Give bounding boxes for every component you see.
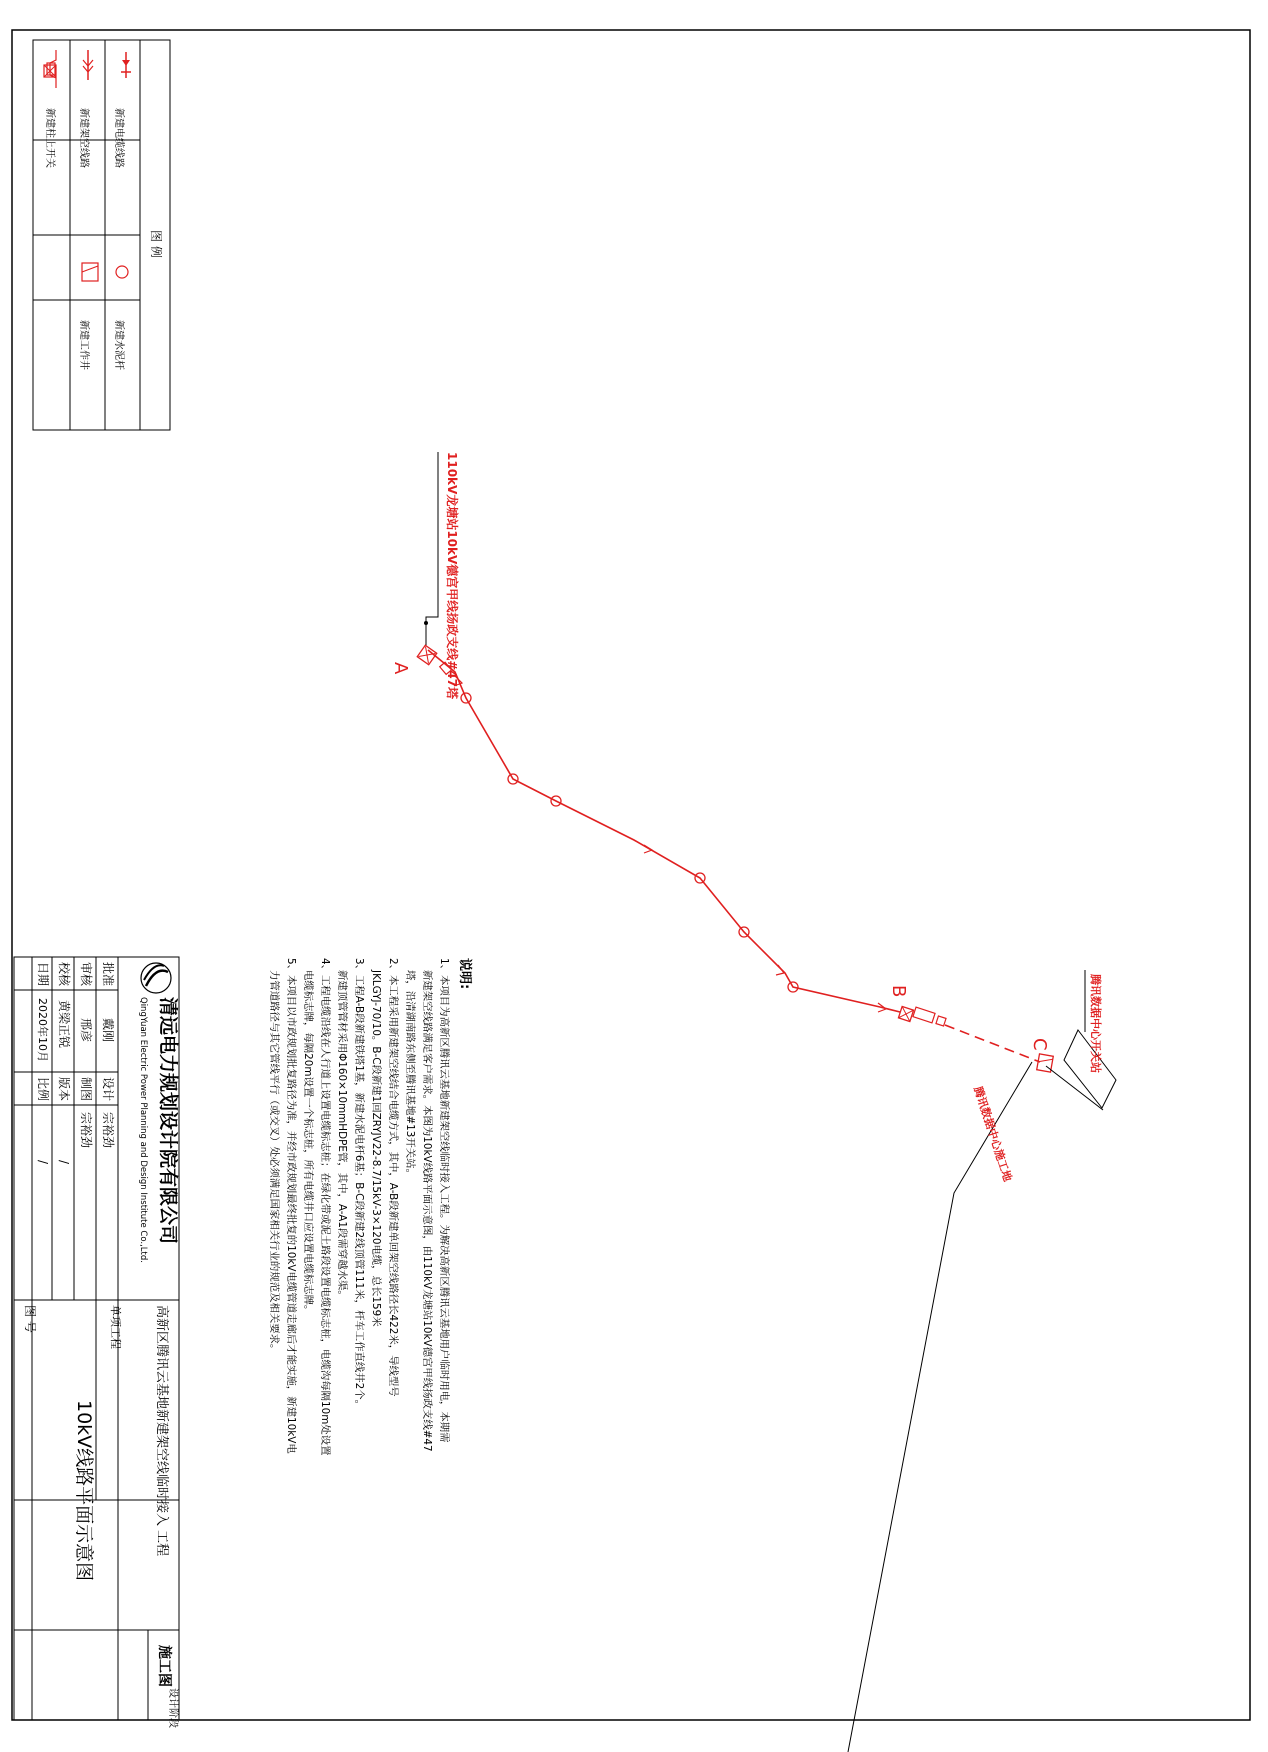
route-overhead-line xyxy=(428,650,900,1012)
site-label: 腾讯数据中心施工地 xyxy=(971,1084,1015,1184)
source-label: 110kV龙塘站10kV德宫甲线扬政支线#47塔 xyxy=(445,452,459,700)
row-date-name2: / xyxy=(36,1160,50,1165)
note-line-5: JKLGYJ-70/10。B-C段新建1回ZRYJV22-8.7/15kV-3×120电缆，总长159米 xyxy=(370,970,382,1327)
legend-table xyxy=(33,40,170,430)
title-block xyxy=(14,957,180,1728)
company-name-en: QingYuan Electric Power Planning and Design Institute Co.,Ltd. xyxy=(138,997,148,1263)
row-approve-role2: 设计 xyxy=(101,1077,115,1102)
row-review-role2: 制图 xyxy=(79,1077,93,1102)
row-check-name2: / xyxy=(57,1160,71,1165)
stage-label: 施工图 xyxy=(156,1645,172,1687)
row-approve-name2: 宗裕劲 xyxy=(101,1112,115,1149)
note-line-4: 2、本工程采用新建架空线结合电缆方式，其中，A-B段新建单回架空线路径长422米，导线型号 xyxy=(387,958,399,1397)
concrete-pole-icon xyxy=(116,266,128,278)
row-approve-role: 批准 xyxy=(101,962,115,987)
company-name-cn: 清远电力规划设计院有限公司 xyxy=(157,997,179,1245)
row-check-role: 校核 xyxy=(57,962,71,987)
row-approve-name: 戴刚 xyxy=(101,1018,115,1043)
legend-title: 图 例 xyxy=(149,230,163,258)
overhead-line-icon xyxy=(83,50,93,80)
cable-line-icon xyxy=(121,52,131,78)
drawing-no-label: 图 号 xyxy=(23,1305,37,1333)
legend-label-overhead: 新建架空线路 xyxy=(78,108,89,168)
note-line-9: 电缆标志牌，每隔20m设置一个标志桩，所有电缆井口应设置电缆标志牌。 xyxy=(302,970,314,1316)
legend-label-cable: 新建电缆线路 xyxy=(113,108,124,168)
design-stage-label: 设计阶段 xyxy=(167,1688,178,1728)
row-check-role2: 版本 xyxy=(57,1077,71,1102)
notes-block xyxy=(268,958,473,1456)
note-line-11: 力管道路径与其它管线平行（或交叉）处必须满足国家相关行业的规范及相关要求。 xyxy=(268,970,280,1355)
row-review-name: 邢彦 xyxy=(79,1018,93,1043)
source-leader xyxy=(424,452,438,646)
row-review-role: 审核 xyxy=(79,962,93,987)
project-name: 高新区腾讯云基地新建架空线临时接入 工程 xyxy=(154,1305,169,1557)
notes-heading: 说明: xyxy=(457,958,472,990)
legend-label-switch: 新建柱上开关 xyxy=(44,108,55,168)
sub-project: 单项工程 xyxy=(109,1305,122,1349)
company-logo xyxy=(141,963,171,993)
note-line-3: 塔，沿清湖南路东侧至腾讯基地#13开关站。 xyxy=(404,970,416,1179)
point-a-label: A xyxy=(390,662,411,675)
note-line-1: 1、本项目为高新区腾讯云基地新建架空线临时接入工程。为解决高新区腾讯云基地用户临时用电，本期需 xyxy=(438,958,450,1443)
note-line-10: 5、本项目以市政规划批复路径为准，并经市政规划最终批复的10kV电缆管道走廊后才能实施，新建10kV电 xyxy=(285,958,297,1454)
legend-label-well: 新建工作井 xyxy=(78,320,89,370)
point-c-label: C xyxy=(1029,1038,1050,1051)
site-boundary xyxy=(848,1062,1103,1752)
switch-station-label: 腾讯数据中心开关站 xyxy=(1089,974,1102,1073)
legend-label-pole: 新建水泥杆 xyxy=(113,320,124,370)
sheet-border xyxy=(12,30,1250,1720)
row-date-role2: 比例 xyxy=(36,1077,50,1102)
note-line-8: 4、工程电缆沿线在人行道上设置电缆标志桩；在绿化带或泥土路段设置电缆标志桩，电缆沟每隔10m处设置 xyxy=(319,958,331,1456)
route-cable-dashed xyxy=(945,1025,1040,1062)
work-well-icon xyxy=(82,263,98,281)
row-date-name: 2020年10月 xyxy=(36,998,49,1062)
note-line-7: 新建顶管管材采用Φ160×10mmHDPE管，其中，A-A1段需穿越水渠。 xyxy=(336,970,348,1301)
row-check-name: 黄梁正锐 xyxy=(57,1000,71,1049)
drawing-title: 10kV线路平面示意图 xyxy=(73,1400,95,1582)
terminal-b xyxy=(898,1006,946,1026)
note-line-6: 3、工程A-B段新建铁塔1基，新建水泥电杆6基；B-C段新建2线顶管111米，杆车工作直线井2个。 xyxy=(353,958,365,1411)
concrete-poles xyxy=(461,693,798,992)
row-review-name2: 宗裕劲 xyxy=(79,1112,93,1149)
note-line-2: 新建架空线路满足客户需求。本图为10kV线路平面示意图，由110kV龙塘站10kV德宫甲线扬政支线#47 xyxy=(421,970,433,1452)
point-b-label: B xyxy=(888,985,909,998)
row-date-role: 日期 xyxy=(36,962,50,987)
